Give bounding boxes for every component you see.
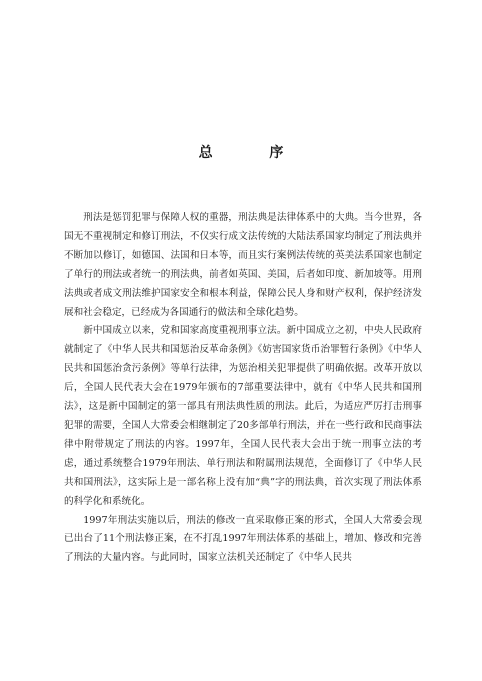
paragraph-3: 1997年刑法实施以后，刑法的修改一直采取修正案的形式，全国人大常委会现已出台了11个刑法修正案，在不打乱1997年刑法体系的基础上，增加、修改和完善了刑法的大量内容。与此同时，国家立法机关还制定了《中华人民共 [64,514,422,564]
body-text [64,209,422,568]
paragraph-1: 刑法是惩罚犯罪与保障人权的重器，刑法典是法律体系中的大典。当今世界，各国无不重视制定和修订刑法，不仅实行成文法传统的大陆法系国家均制定了刑法典并不断加以修订，如德国、法国和日本等，而且实行案例法传统的英美法系国家也制定了单行的刑法或者统一的刑法典，前者如英国、美国，后者如印度、新加坡等。用刑法典或者成文刑法维护国家安全和根本利益，保障公民人身和财产权利，保护经济发展和社会稳定，已经成为各国通行的做法和全球化趋势。 [64,212,422,318]
paragraph-2: 新中国成立以来，党和国家高度重视刑事立法。新中国成立之初，中央人民政府就制定了《中华人民共和国惩治反革命条例》《妨害国家货币治罪暂行条例》《中华人民共和国惩治贪污条例》等单行法律，为惩治相关犯罪提供了明确依据。改革开放以后，全国人民代表大会在1979年颁布的7部重要法律中，就有《中华人民共和国刑法》，这是新中国制定的第一部具有刑法典性质的刑法。此后，为适应严厉打击刑事犯罪的需要，全国人大常委会相继制定了20多部单行刑法，并在一些行政和民商事法律中附带规定了刑法的内容。1997年，全国人民代表大会出于统一刑事立法的考虑，通过系统整合1979年刑法、单行刑法和附属刑法规范，全面修订了《中华人民共和国刑法》，这实际上是一部名称上没有加“典”字的刑法典，首次实现了刑法体系的科学化和系统化。 [64,325,422,507]
page-title: 总 序 [198,145,310,161]
